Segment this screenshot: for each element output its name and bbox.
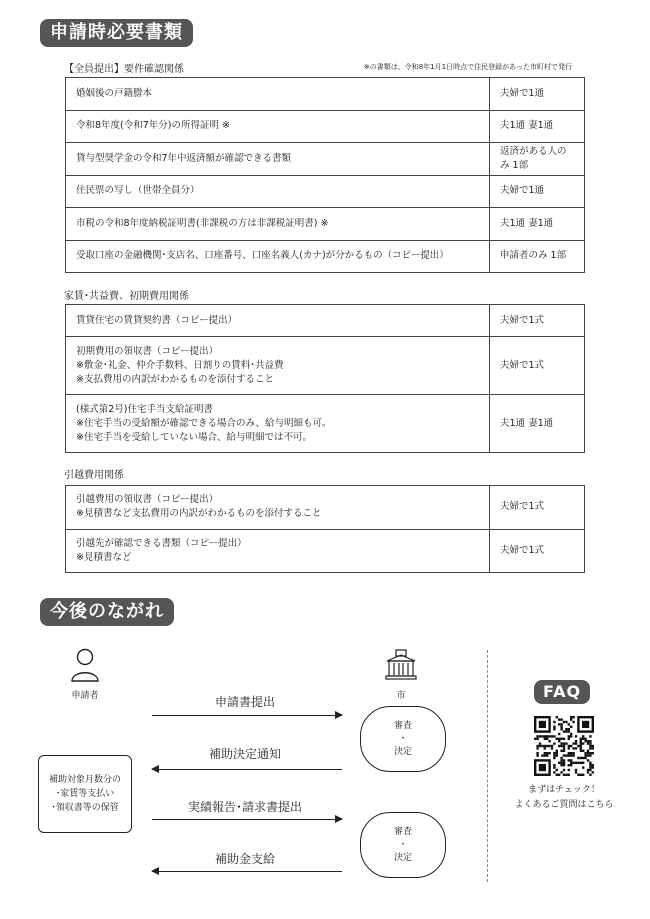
document-quantity: 夫1通 妻1通 xyxy=(490,395,585,453)
document-note: ※住宅手当の受給額が確認できる場合のみ、給与明細も可。 xyxy=(76,417,332,429)
review-decision-oval-1: 審査 ・ 決定 xyxy=(360,706,446,772)
subheading-moving-costs: 引越費用関係 xyxy=(64,470,124,481)
document-name: (様式第2号)住宅手当支給証明書 xyxy=(76,403,213,415)
qr-code-icon[interactable] xyxy=(534,716,594,776)
table-row xyxy=(66,208,585,241)
moving-documents-table xyxy=(65,485,585,573)
section-title-flow: 今後のながれ xyxy=(40,598,174,626)
faq-check-text: まずはチェック！ xyxy=(528,785,600,795)
step-decision-notice: 補助決定通知 xyxy=(208,747,281,761)
document-name: 貸与型奨学金の令和7年中返済額が確認できる書類 xyxy=(66,143,490,176)
document-quantity: 夫婦で1式 xyxy=(490,486,585,530)
document-quantity: 返済がある人のみ 1部 xyxy=(490,143,585,176)
city-hall-icon xyxy=(384,648,418,680)
table-row xyxy=(66,305,585,337)
step-application-submit: 申請書提出 xyxy=(214,695,275,709)
table-row xyxy=(66,486,585,530)
section-title-required-documents: 申請時必要書類 xyxy=(40,19,193,47)
table-row xyxy=(66,175,585,208)
table-row xyxy=(66,110,585,143)
document-name: 市税の令和8年度納税証明書(非課税の方は非課税証明書) ※ xyxy=(66,208,490,241)
table-row xyxy=(66,143,585,176)
document-cell xyxy=(66,337,490,395)
document-note: ※敷金･礼金、仲介手数料、日割りの賃料･共益費 xyxy=(76,359,284,371)
faq-link-text[interactable]: よくあるご質問はこちら xyxy=(514,800,614,810)
table-row xyxy=(66,240,585,273)
table-row xyxy=(66,78,585,111)
document-name: 受取口座の金融機関･支店名、口座番号、口座名義人(カナ)が分かるもの（コピー提出） xyxy=(66,240,490,273)
required-documents-table xyxy=(65,77,585,273)
document-name: 引越費用の領収書（コピー提出） xyxy=(76,494,219,506)
arrow-right-2 xyxy=(152,819,342,820)
document-name: 引越先が確認できる書類（コピー提出） xyxy=(76,537,247,549)
city-label: 市 xyxy=(396,691,406,701)
step-subsidy-payment: 補助金支給 xyxy=(214,852,275,866)
rent-documents-table xyxy=(65,304,585,453)
document-name: 婚姻後の戸籍謄本 xyxy=(66,78,490,111)
document-note: ※住宅手当を受給していない場合、給与明細では不可。 xyxy=(76,431,312,443)
note-issuing-municipality: ※の書類は、令和8年1月1日時点で住民登録があった市町村で発行 xyxy=(363,63,572,71)
document-name: 住民票の写し（世帯全員分） xyxy=(66,175,490,208)
document-cell xyxy=(66,305,490,337)
document-note: ※見積書など xyxy=(76,551,132,563)
document-quantity: 夫婦で1通 xyxy=(490,78,585,111)
review-decision-oval-2: 審査 ・ 決定 xyxy=(360,812,446,878)
table-row xyxy=(66,337,585,395)
document-cell xyxy=(66,529,490,573)
arrow-right-1 xyxy=(152,715,342,716)
document-cell xyxy=(66,395,490,453)
divider-dashed xyxy=(487,650,488,882)
keep-records-box: 補助対象月数分の ･家賃等支払い ･領収書等の保管 xyxy=(38,755,132,833)
person-icon xyxy=(70,648,100,682)
step-report-submit: 実績報告･請求書提出 xyxy=(187,800,302,814)
document-note: ※見積書など支払費用の内訳がわかるものを添付すること xyxy=(76,508,322,520)
table-row xyxy=(66,529,585,573)
arrow-left-2 xyxy=(152,871,342,872)
document-quantity: 夫婦で1式 xyxy=(490,529,585,573)
document-quantity: 夫婦で1式 xyxy=(490,305,585,337)
subheading-rent-initial-costs: 家賃･共益費、初期費用関係 xyxy=(64,291,189,302)
table-row xyxy=(66,395,585,453)
arrow-left-1 xyxy=(152,769,342,770)
faq-badge[interactable]: FAQ xyxy=(534,680,590,704)
document-name: 賃貸住宅の賃貸契約書（コピー提出） xyxy=(76,314,238,326)
applicant-label: 申請者 xyxy=(71,691,99,701)
document-quantity: 夫婦で1通 xyxy=(490,175,585,208)
document-quantity: 夫婦で1式 xyxy=(490,337,585,395)
document-note: ※支払費用の内訳がわかるものを添付すること xyxy=(76,373,274,385)
document-name: 初期費用の領収書（コピー提出） xyxy=(76,345,219,357)
document-name: 令和8年度(令和7年分)の所得証明 ※ xyxy=(66,110,490,143)
document-quantity: 申請者のみ 1部 xyxy=(490,240,585,273)
document-quantity: 夫1通 妻1通 xyxy=(490,208,585,241)
document-quantity: 夫1通 妻1通 xyxy=(490,110,585,143)
subheading-all-submission: 【全員提出】要件確認関係 xyxy=(64,64,184,75)
document-cell xyxy=(66,486,490,530)
